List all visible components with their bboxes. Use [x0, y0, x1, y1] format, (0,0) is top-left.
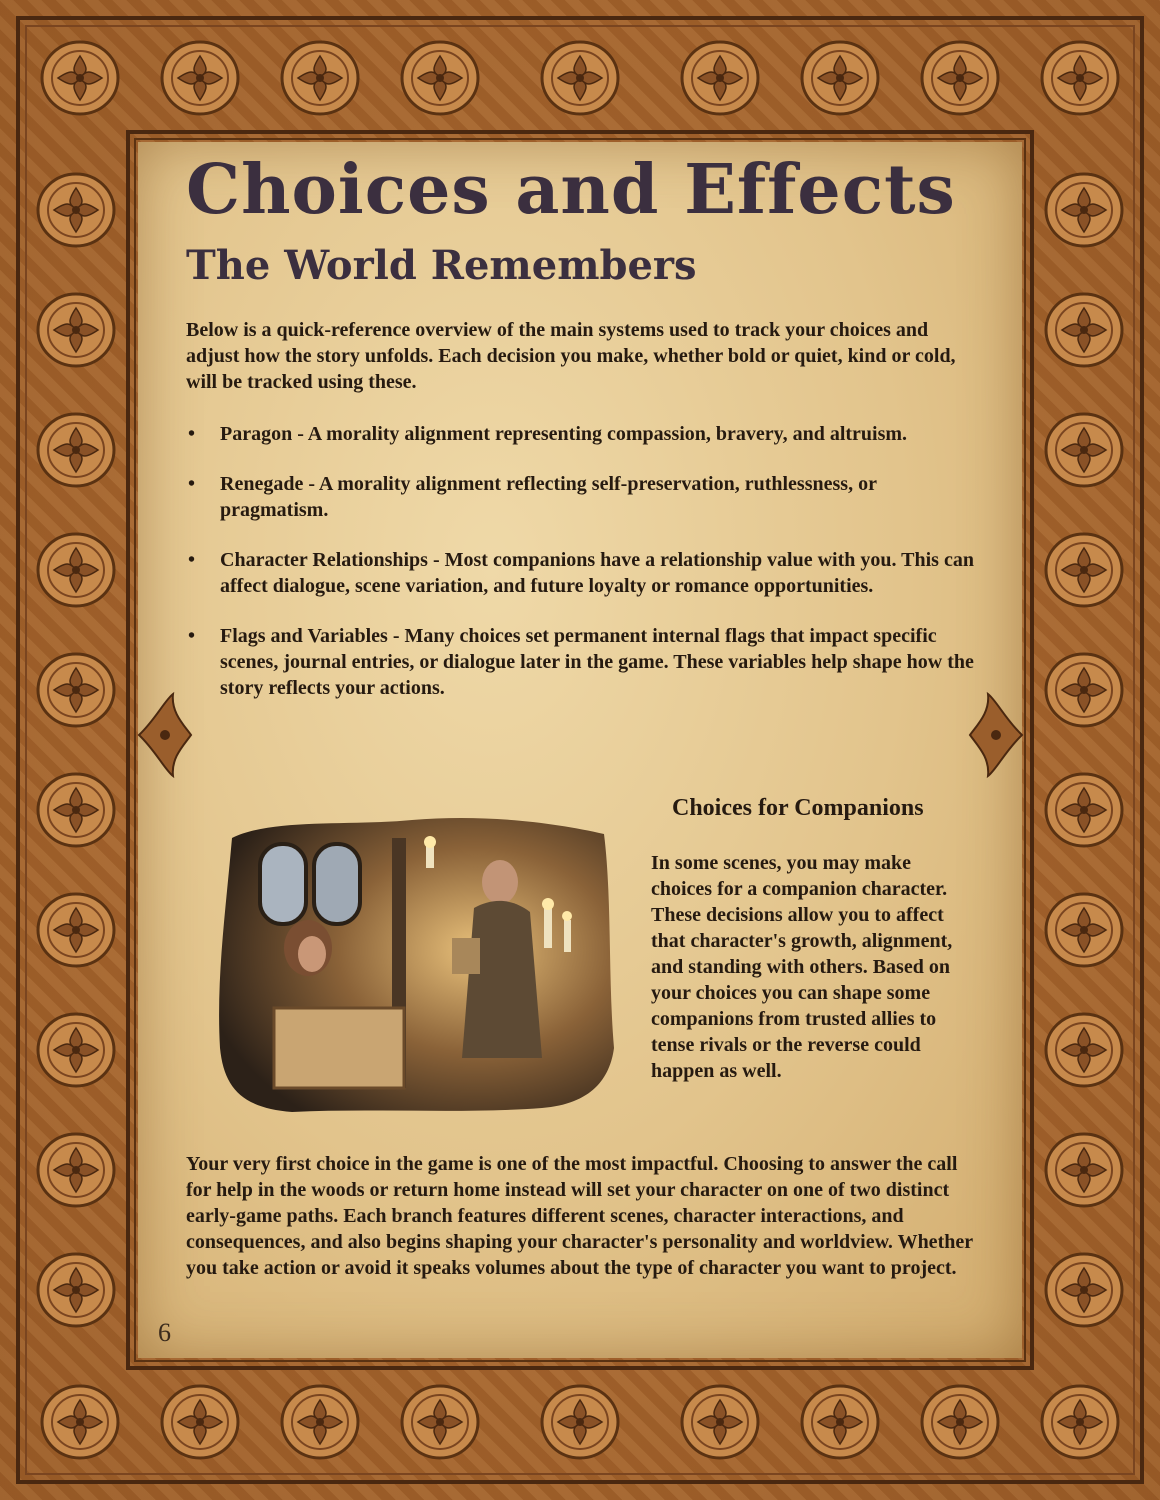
systems-list	[186, 421, 976, 725]
page-title: Choices and Effects	[186, 150, 956, 230]
page-subtitle: The World Remembers	[186, 242, 697, 289]
page-number: 6	[158, 1318, 171, 1347]
intro-paragraph: Below is a quick-reference overview of the main systems used to track your choices and adjust how the story unfolds. Each decision you make, whether bold or quiet, kind or cold, will be tracked using these.	[186, 319, 956, 393]
list-item-paragon: • Paragon - A morality alignment representing compassion, bravery, and altruism.	[186, 421, 976, 447]
list-item-flags: • Flags and Variables - Many choices set permanent internal flags that impact specific scenes, journal entries, or dialogue later in the game. These variables help shape how the story reflects your actions.	[186, 623, 976, 701]
first-choice-paragraph: Your very first choice in the game is one of the most impactful. Choosing to answer the call for help in the woods or return home instead will set your character on one of two distinct early-game paths. Each branch features different scenes, character interactions, and consequences, and also begins shaping your character's personality and worldview. Whether you take action or avoid it speaks volumes about the type of character you want to project.	[186, 1153, 973, 1279]
list-item-relationships: • Character Relationships - Most companions have a relationship value with you. This can affect dialogue, scene variation, and future loyalty or romance opportunities.	[186, 547, 976, 599]
companions-heading: Choices for Companions	[672, 795, 924, 821]
list-item-renegade: • Renegade - A morality alignment reflecting self-preservation, ruthlessness, or pragmatism.	[186, 471, 976, 523]
companions-paragraph: In some scenes, you may make choices for a companion character. These decisions allow you to affect that character's growth, alignment, and standing with others. Based on your choices you can shape some companions from trusted allies to tense rivals or the reverse could happen as well.	[651, 852, 953, 1082]
companion-scene-illustration	[212, 808, 618, 1116]
